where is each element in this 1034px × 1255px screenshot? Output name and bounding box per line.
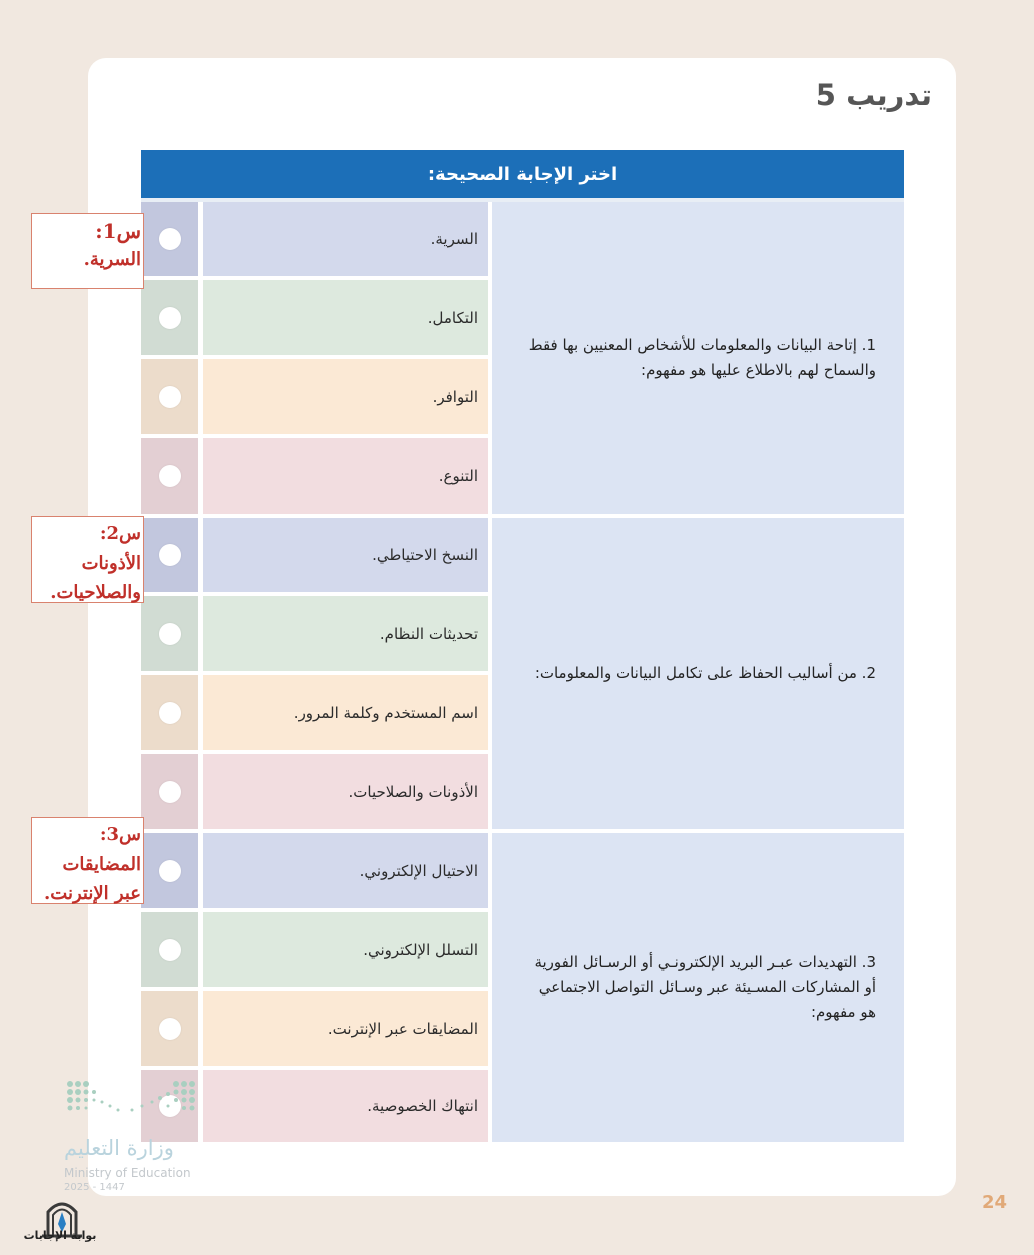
radio-3-3[interactable] (141, 991, 198, 1066)
answer-label-3: س3: المضايقات (62, 824, 141, 875)
answer-box-2 (31, 516, 144, 603)
option-2-2: تحديثات النظام. (203, 596, 488, 671)
option-3-3: المضايقات عبر الإنترنت. (203, 991, 488, 1066)
radio-3-1[interactable] (141, 833, 198, 908)
radio-circle-icon (159, 1018, 181, 1040)
option-1-2: التكامل. (203, 280, 488, 355)
radio-circle-icon (159, 939, 181, 961)
answer-label-2: س2: الأذونات (81, 523, 141, 574)
radio-circle-icon (159, 781, 181, 803)
question-1: 1. إتاحة البيانات والمعلومات للأشخاص المعنيين بها فقط والسماح لهم بالاطلاع عليها هو مفهوم: (492, 202, 904, 514)
radio-1-1[interactable] (141, 202, 198, 276)
question-3: 3. التهديدات عبـر البريد الإلكترونـي أو الرسـائل الفورية أو المشاركات المسـيئة عبر وسـائل التواصل الاجتماعي هو مفهوم: (492, 833, 904, 1142)
radio-circle-icon (159, 386, 181, 408)
radio-1-4[interactable] (141, 438, 198, 514)
radio-1-3[interactable] (141, 359, 198, 434)
table-header: اختر الإجابة الصحيحة: (141, 150, 904, 202)
option-3-4: انتهاك الخصوصية. (203, 1070, 488, 1142)
ministry-arabic: وزارة التعليم (64, 1136, 174, 1160)
answer-value-2: والصلاحيات. (50, 582, 141, 603)
radio-circle-icon (159, 307, 181, 329)
page-number: 24 (982, 1192, 1008, 1213)
answer-box-1 (31, 213, 144, 289)
radio-circle-icon (159, 228, 181, 250)
radio-2-3[interactable] (141, 675, 198, 750)
radio-1-2[interactable] (141, 280, 198, 355)
answer-value-3: عبر الإنترنت. (44, 883, 141, 904)
answer-value-1: السرية. (83, 249, 141, 270)
option-2-3: اسم المستخدم وكلمة المرور. (203, 675, 488, 750)
radio-circle-icon (159, 702, 181, 724)
radio-circle-icon (159, 465, 181, 487)
radio-2-4[interactable] (141, 754, 198, 829)
question-2: 2. من أساليب الحفاظ على تكامل البيانات والمعلومات: (492, 518, 904, 829)
answer-label-1: س1: (95, 219, 141, 243)
radio-circle-icon (159, 860, 181, 882)
radio-2-1[interactable] (141, 518, 198, 592)
ministry-logo-icon (62, 1076, 200, 1136)
option-1-1: السرية. (203, 202, 488, 276)
option-3-2: التسلل الإلكتروني. (203, 912, 488, 987)
option-2-4: الأذونات والصلاحيات. (203, 754, 488, 829)
option-2-1: النسخ الاحتياطي. (203, 518, 488, 592)
site-label: بوابة الإجابات (23, 1229, 97, 1242)
ministry-english: Ministry of Education (64, 1166, 191, 1180)
quiz-table (141, 150, 904, 1142)
option-1-4: التنوع. (203, 438, 488, 514)
radio-3-2[interactable] (141, 912, 198, 987)
radio-circle-icon (159, 544, 181, 566)
ministry-year: 2025 - 1447 (64, 1182, 125, 1193)
exercise-title: تدريب 5 (815, 78, 932, 112)
option-3-1: الاحتيال الإلكتروني. (203, 833, 488, 908)
option-1-3: التوافر. (203, 359, 488, 434)
answer-box-3 (31, 817, 144, 904)
radio-2-2[interactable] (141, 596, 198, 671)
radio-circle-icon (159, 623, 181, 645)
